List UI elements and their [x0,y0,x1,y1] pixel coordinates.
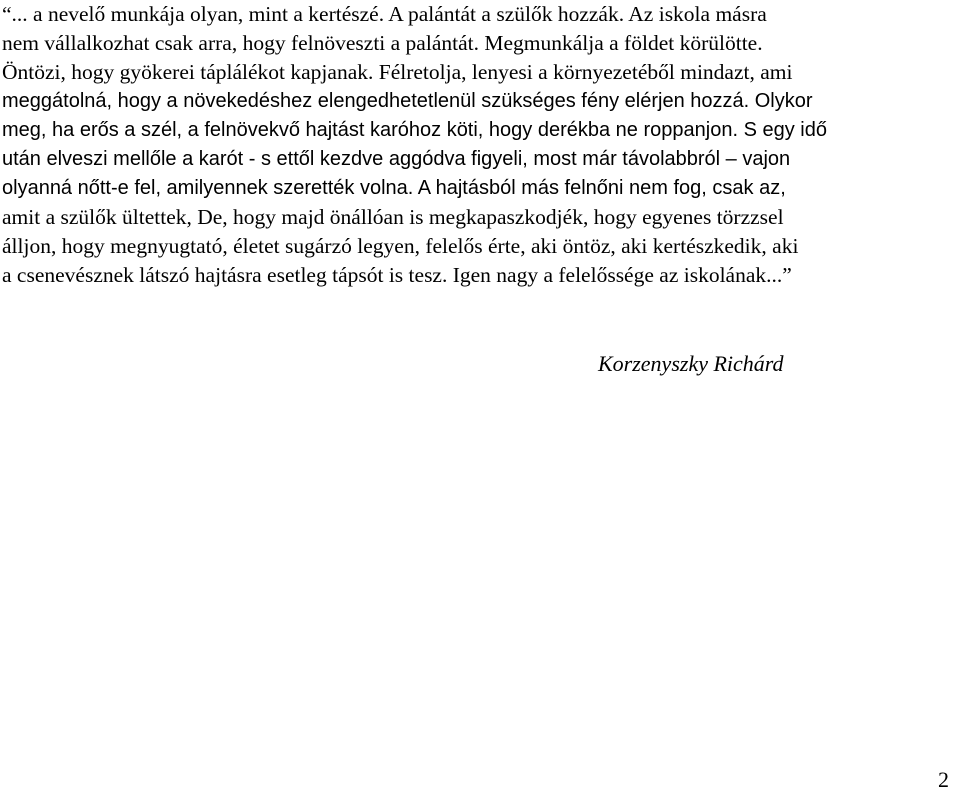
text-line-10: a csenevésznek látszó hajtásra esetleg tápsót is tesz. Igen nagy a felelőssége az iskolának...” [2,263,792,287]
text-line-2: nem vállalkozhat csak arra, hogy felnöveszti a palántát. Megmunkálja a földet körülötte. [2,31,763,55]
text-line-9: álljon, hogy megnyugtató, életet sugárzó legyen, felelős érte, aki öntöz, aki kertészkedik, aki [2,234,799,258]
text-line-5: meg, ha erős a szél, a felnövekvő hajtást karóhoz köti, hogy derékba ne roppanjon. S egy idő [2,119,827,141]
text-line-4: meggátolná, hogy a növekedéshez elengedhetetlenül szükséges fény elérjen hozzá. Olykor [2,90,813,112]
text-line-6: után elveszi mellőle a karót - s ettől kezdve aggódva figyeli, most már távolabbról – vajon [2,148,791,170]
page-number: 2 [938,767,949,792]
text-line-3: Öntözi, hogy gyökerei táplálékot kapjanak. Félretolja, lenyesi a környezetéből mindazt, ami [2,60,793,84]
text-line-1: “... a nevelő munkája olyan, mint a kertészé. A palántát a szülők hozzák. Az iskola másra [2,2,767,26]
text-line-8: amit a szülők ültettek, De, hogy majd önállóan is megkapaszkodjék, hogy egyenes törzzsel [2,205,784,229]
author-signature: Korzenyszky Richárd [598,351,784,376]
text-line-7: olyanná nőtt-e fel, amilyennek szerették volna. A hajtásból más felnőni nem fog, csak az, [2,177,786,199]
